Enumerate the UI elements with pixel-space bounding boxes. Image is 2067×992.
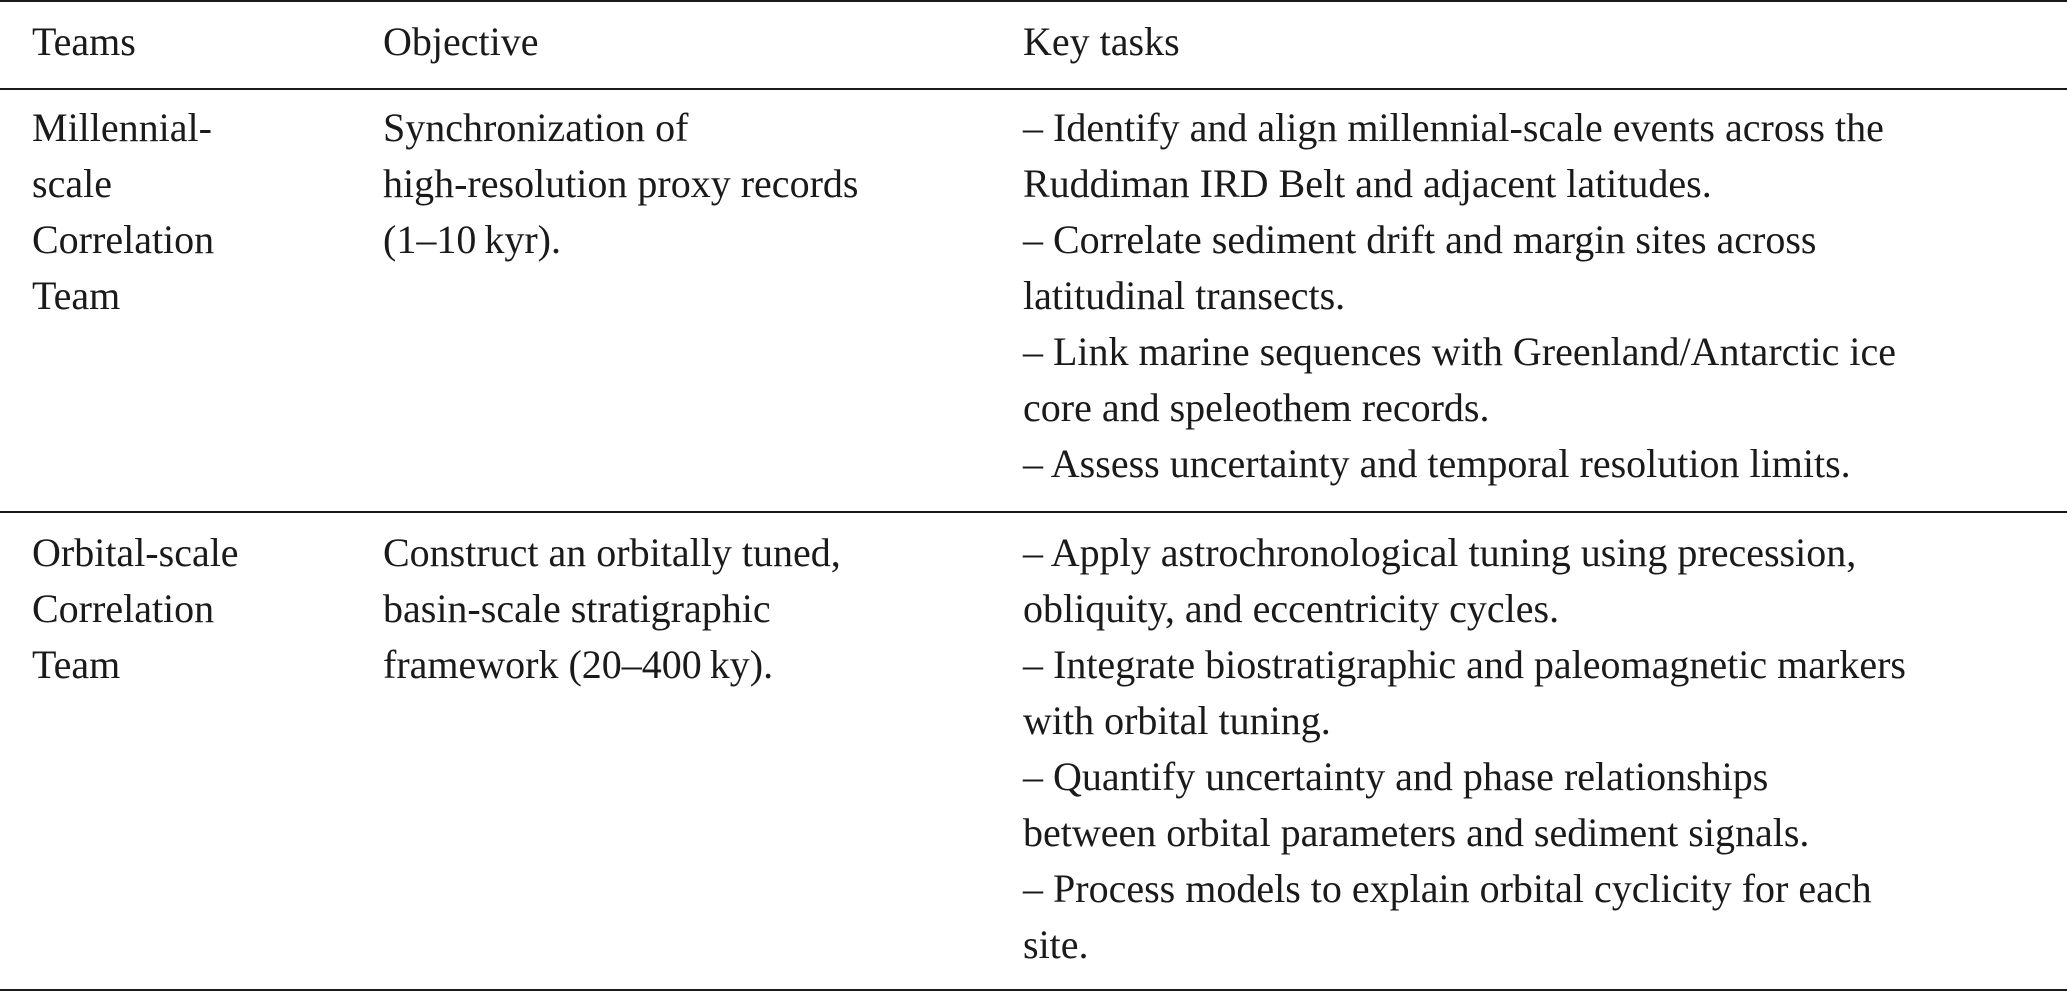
row-2-task-line: – Integrate biostratigraphic and paleomagnetic markers <box>1023 642 1906 687</box>
row-1-team-line: Team <box>32 273 121 318</box>
row-1-task-line: – Correlate sediment drift and margin sites across <box>1023 217 1817 262</box>
row-1-task-line: latitudinal transects. <box>1023 273 1346 318</box>
row-2-key-tasks <box>1023 525 1906 973</box>
row-1-task-line: – Identify and align millennial-scale events across the <box>1023 105 1884 150</box>
row-1-task-line: – Assess uncertainty and temporal resolution limits. <box>1023 441 1851 486</box>
row-2-objective <box>383 525 841 693</box>
row-1-task-line: Ruddiman IRD Belt and adjacent latitudes. <box>1023 161 1712 206</box>
row-2-task-line: site. <box>1023 922 1089 967</box>
row-1-task-line: – Link marine sequences with Greenland/Antarctic ice <box>1023 329 1896 374</box>
row-2-task-line: – Apply astrochronological tuning using precession, <box>1023 530 1857 575</box>
table-bottom-rule <box>0 989 2067 991</box>
table-top-rule <box>0 0 2067 2</box>
row-1-team-line: scale <box>32 161 112 206</box>
row-1-key-tasks <box>1023 100 1896 492</box>
row-2-team-line: Correlation <box>32 586 215 631</box>
row-1-objective-line: high-resolution proxy records <box>383 161 859 206</box>
row-1-objective-line: (1–10 kyr). <box>383 217 561 262</box>
row-2-team-line: Team <box>32 642 121 687</box>
row-2-task-line: with orbital tuning. <box>1023 698 1331 743</box>
row-1-team <box>32 100 214 324</box>
row-1-task-line: core and speleothem records. <box>1023 385 1490 430</box>
row-1-objective <box>383 100 858 268</box>
row-2-task-line: – Process models to explain orbital cyclicity for each <box>1023 866 1872 911</box>
row-1-objective-line: Synchronization of <box>383 105 689 150</box>
row-2-objective-line: basin-scale stratigraphic <box>383 586 771 631</box>
row-2-team <box>32 525 239 693</box>
row-2-task-line: between orbital parameters and sediment signals. <box>1023 810 1810 855</box>
row-2-objective-line: Construct an orbitally tuned, <box>383 530 841 575</box>
row-1-team-line: Millennial- <box>32 105 212 150</box>
header-objective: Objective <box>383 19 539 64</box>
row-2-team-line: Orbital-scale <box>32 530 239 575</box>
header-teams: Teams <box>32 19 136 64</box>
header-key-tasks: Key tasks <box>1023 19 1180 64</box>
header-rule <box>0 88 2067 90</box>
row-2-task-line: obliquity, and eccentricity cycles. <box>1023 586 1560 631</box>
row-2-task-line: – Quantify uncertainty and phase relationships <box>1023 754 1769 799</box>
row-2-objective-line: framework (20–400 ky). <box>383 642 774 687</box>
row-1-team-line: Correlation <box>32 217 215 262</box>
row-divider-rule <box>0 511 2067 513</box>
